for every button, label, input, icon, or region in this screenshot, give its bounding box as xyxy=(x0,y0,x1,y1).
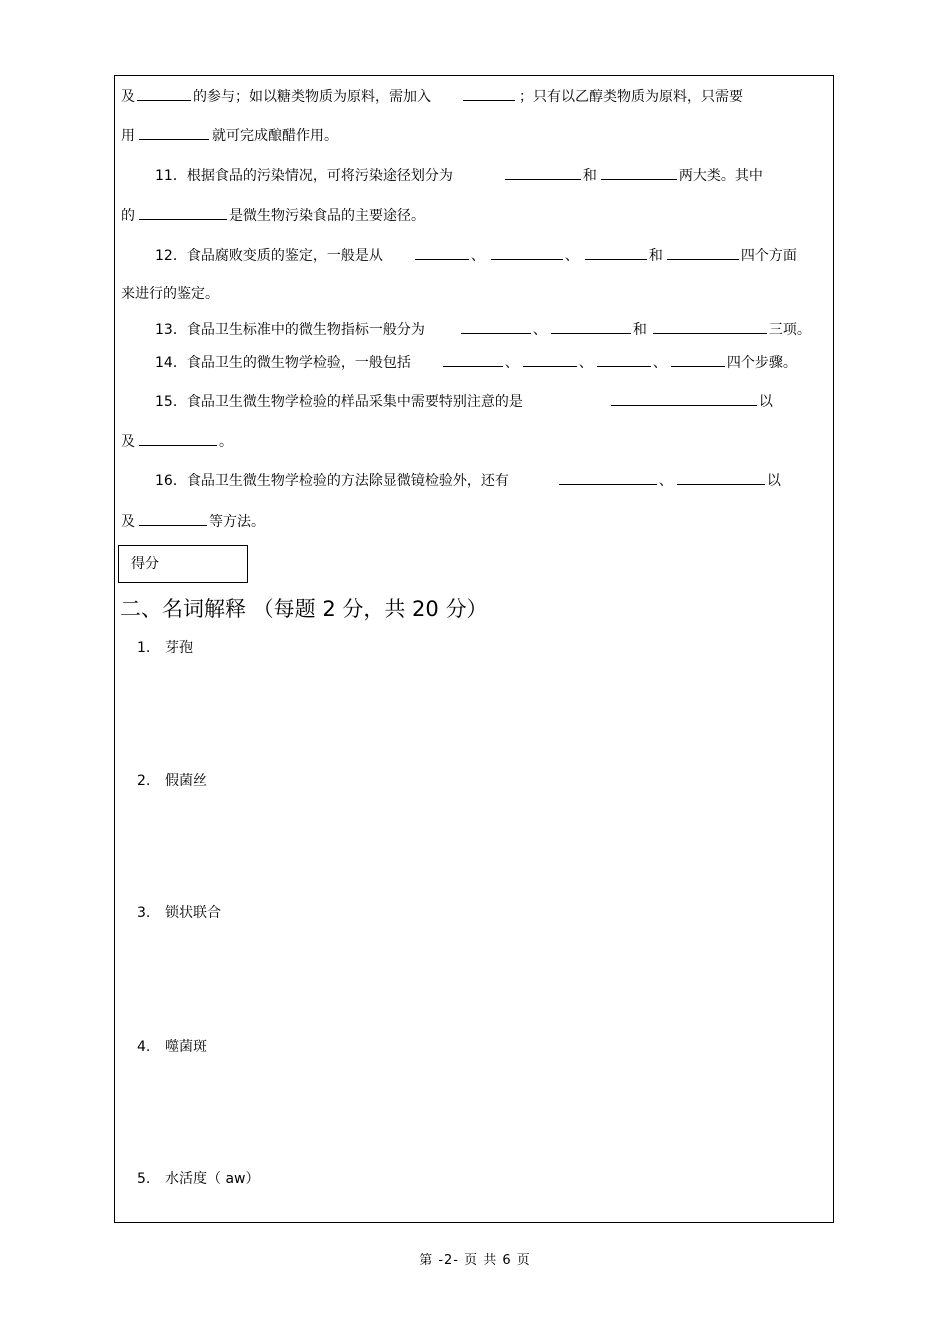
q16-line1 xyxy=(155,469,781,490)
score-label: 得分 xyxy=(131,556,159,572)
answer-blank[interactable] xyxy=(491,244,563,260)
term-number: 1. xyxy=(137,640,151,656)
term-text: 锁状联合 xyxy=(165,905,221,921)
answer-blank[interactable] xyxy=(139,510,207,526)
answer-blank[interactable] xyxy=(137,85,191,101)
q12-text-a1: 12．食品腐败变质的鉴定，一般是从 xyxy=(155,248,383,264)
q10-text-a3: ；只有以乙醇类物质为原料，只需要 xyxy=(519,89,743,105)
score-box[interactable] xyxy=(118,545,248,583)
term-text: 噬菌斑 xyxy=(165,1039,207,1055)
answer-blank[interactable] xyxy=(443,351,503,367)
term-item xyxy=(137,1170,259,1188)
q11-line1 xyxy=(155,164,763,185)
q15-text-b2: 。 xyxy=(219,434,233,450)
q13-line xyxy=(155,318,811,339)
q14-line xyxy=(155,351,797,372)
q16-sep: 、 xyxy=(658,473,673,489)
q13-sep: 、 xyxy=(532,322,547,338)
answer-blank[interactable] xyxy=(139,204,227,220)
term-number: 2. xyxy=(137,773,151,789)
answer-blank[interactable] xyxy=(677,469,765,485)
q12-text-a2: 四个方面 xyxy=(740,248,797,264)
q14-text-a1: 14．食品卫生的微生物学检验，一般包括 xyxy=(155,355,411,371)
q16-text-a1: 16．食品卫生微生物学检验的方法除显微镜检验外，还有 xyxy=(155,473,509,489)
answer-blank[interactable] xyxy=(597,351,651,367)
answer-blank[interactable] xyxy=(611,390,757,406)
q12-sep: 、 xyxy=(564,248,579,264)
answer-blank[interactable] xyxy=(585,244,647,260)
q11-line2 xyxy=(121,204,425,225)
term-item xyxy=(137,772,207,790)
q16-text-a2: 以 xyxy=(766,473,781,489)
q16-line2 xyxy=(121,510,265,531)
q14-sep: 、 xyxy=(652,355,667,371)
q14-text-a2: 四个步骤。 xyxy=(726,355,797,371)
term-text: 水活度（ aw） xyxy=(165,1171,260,1187)
answer-blank[interactable] xyxy=(463,85,515,101)
q15-text-a2: 以 xyxy=(758,394,773,410)
q10-line1 xyxy=(121,85,743,106)
q16-text-b1: 及 xyxy=(121,514,135,530)
answer-blank[interactable] xyxy=(505,164,581,180)
term-text: 假菌丝 xyxy=(165,773,207,789)
answer-blank[interactable] xyxy=(559,469,657,485)
q11-text-a1: 11．根据食品的污染情况，可将污染途径划分为 xyxy=(155,168,453,184)
q14-sep: 、 xyxy=(504,355,519,371)
q15-line1 xyxy=(155,390,773,411)
q14-sep: 、 xyxy=(578,355,593,371)
term-item xyxy=(137,904,221,922)
q12-line2 xyxy=(121,285,219,303)
q10-text-a2: 的参与；如以糖类物质为原料，需加入 xyxy=(193,89,431,105)
q10-text-b2: 就可完成酿醋作用。 xyxy=(212,128,338,144)
q10-line2 xyxy=(121,124,338,145)
q12-text-b1: 来进行的鉴定。 xyxy=(121,286,219,302)
term-number: 3. xyxy=(137,905,151,921)
q13-sep: 和 xyxy=(632,322,647,338)
answer-blank[interactable] xyxy=(667,244,739,260)
term-number: 5. xyxy=(137,1171,151,1187)
answer-blank[interactable] xyxy=(139,124,209,140)
page-footer: 第 -2- 页 共 6 页 xyxy=(419,1253,531,1268)
q11-text-a3: 两大类。其中 xyxy=(678,168,763,184)
answer-blank[interactable] xyxy=(139,430,217,446)
q11-text-a2: 和 xyxy=(582,168,597,184)
q15-text-b1: 及 xyxy=(121,434,135,450)
q16-text-b2: 等方法。 xyxy=(209,514,265,530)
q11-text-b1: 的 xyxy=(121,208,135,224)
q13-text-a2: 三项。 xyxy=(768,322,811,338)
q13-text-a1: 13．食品卫生标准中的微生物指标一般分为 xyxy=(155,322,425,338)
answer-blank[interactable] xyxy=(461,318,531,334)
term-item xyxy=(137,639,193,657)
answer-blank[interactable] xyxy=(551,318,631,334)
answer-blank[interactable] xyxy=(653,318,767,334)
term-number: 4. xyxy=(137,1039,151,1055)
answer-blank[interactable] xyxy=(523,351,577,367)
section-title: 二、名词解释 （每题 2 分，共 20 分） xyxy=(120,597,488,621)
q11-text-b2: 是微生物污染食品的主要途径。 xyxy=(229,208,425,224)
q15-text-a1: 15．食品卫生微生物学检验的样品采集中需要特别注意的是 xyxy=(155,394,523,410)
q12-sep: 、 xyxy=(470,248,485,264)
q12-sep: 和 xyxy=(648,248,663,264)
q12-line1 xyxy=(155,244,797,265)
term-item xyxy=(137,1038,207,1056)
answer-blank[interactable] xyxy=(671,351,725,367)
term-text: 芽孢 xyxy=(165,640,193,656)
q10-text-b1: 用 xyxy=(121,128,135,144)
answer-blank[interactable] xyxy=(415,244,469,260)
answer-blank[interactable] xyxy=(601,164,677,180)
q15-line2 xyxy=(121,430,233,451)
q10-text-a1: 及 xyxy=(121,89,135,105)
